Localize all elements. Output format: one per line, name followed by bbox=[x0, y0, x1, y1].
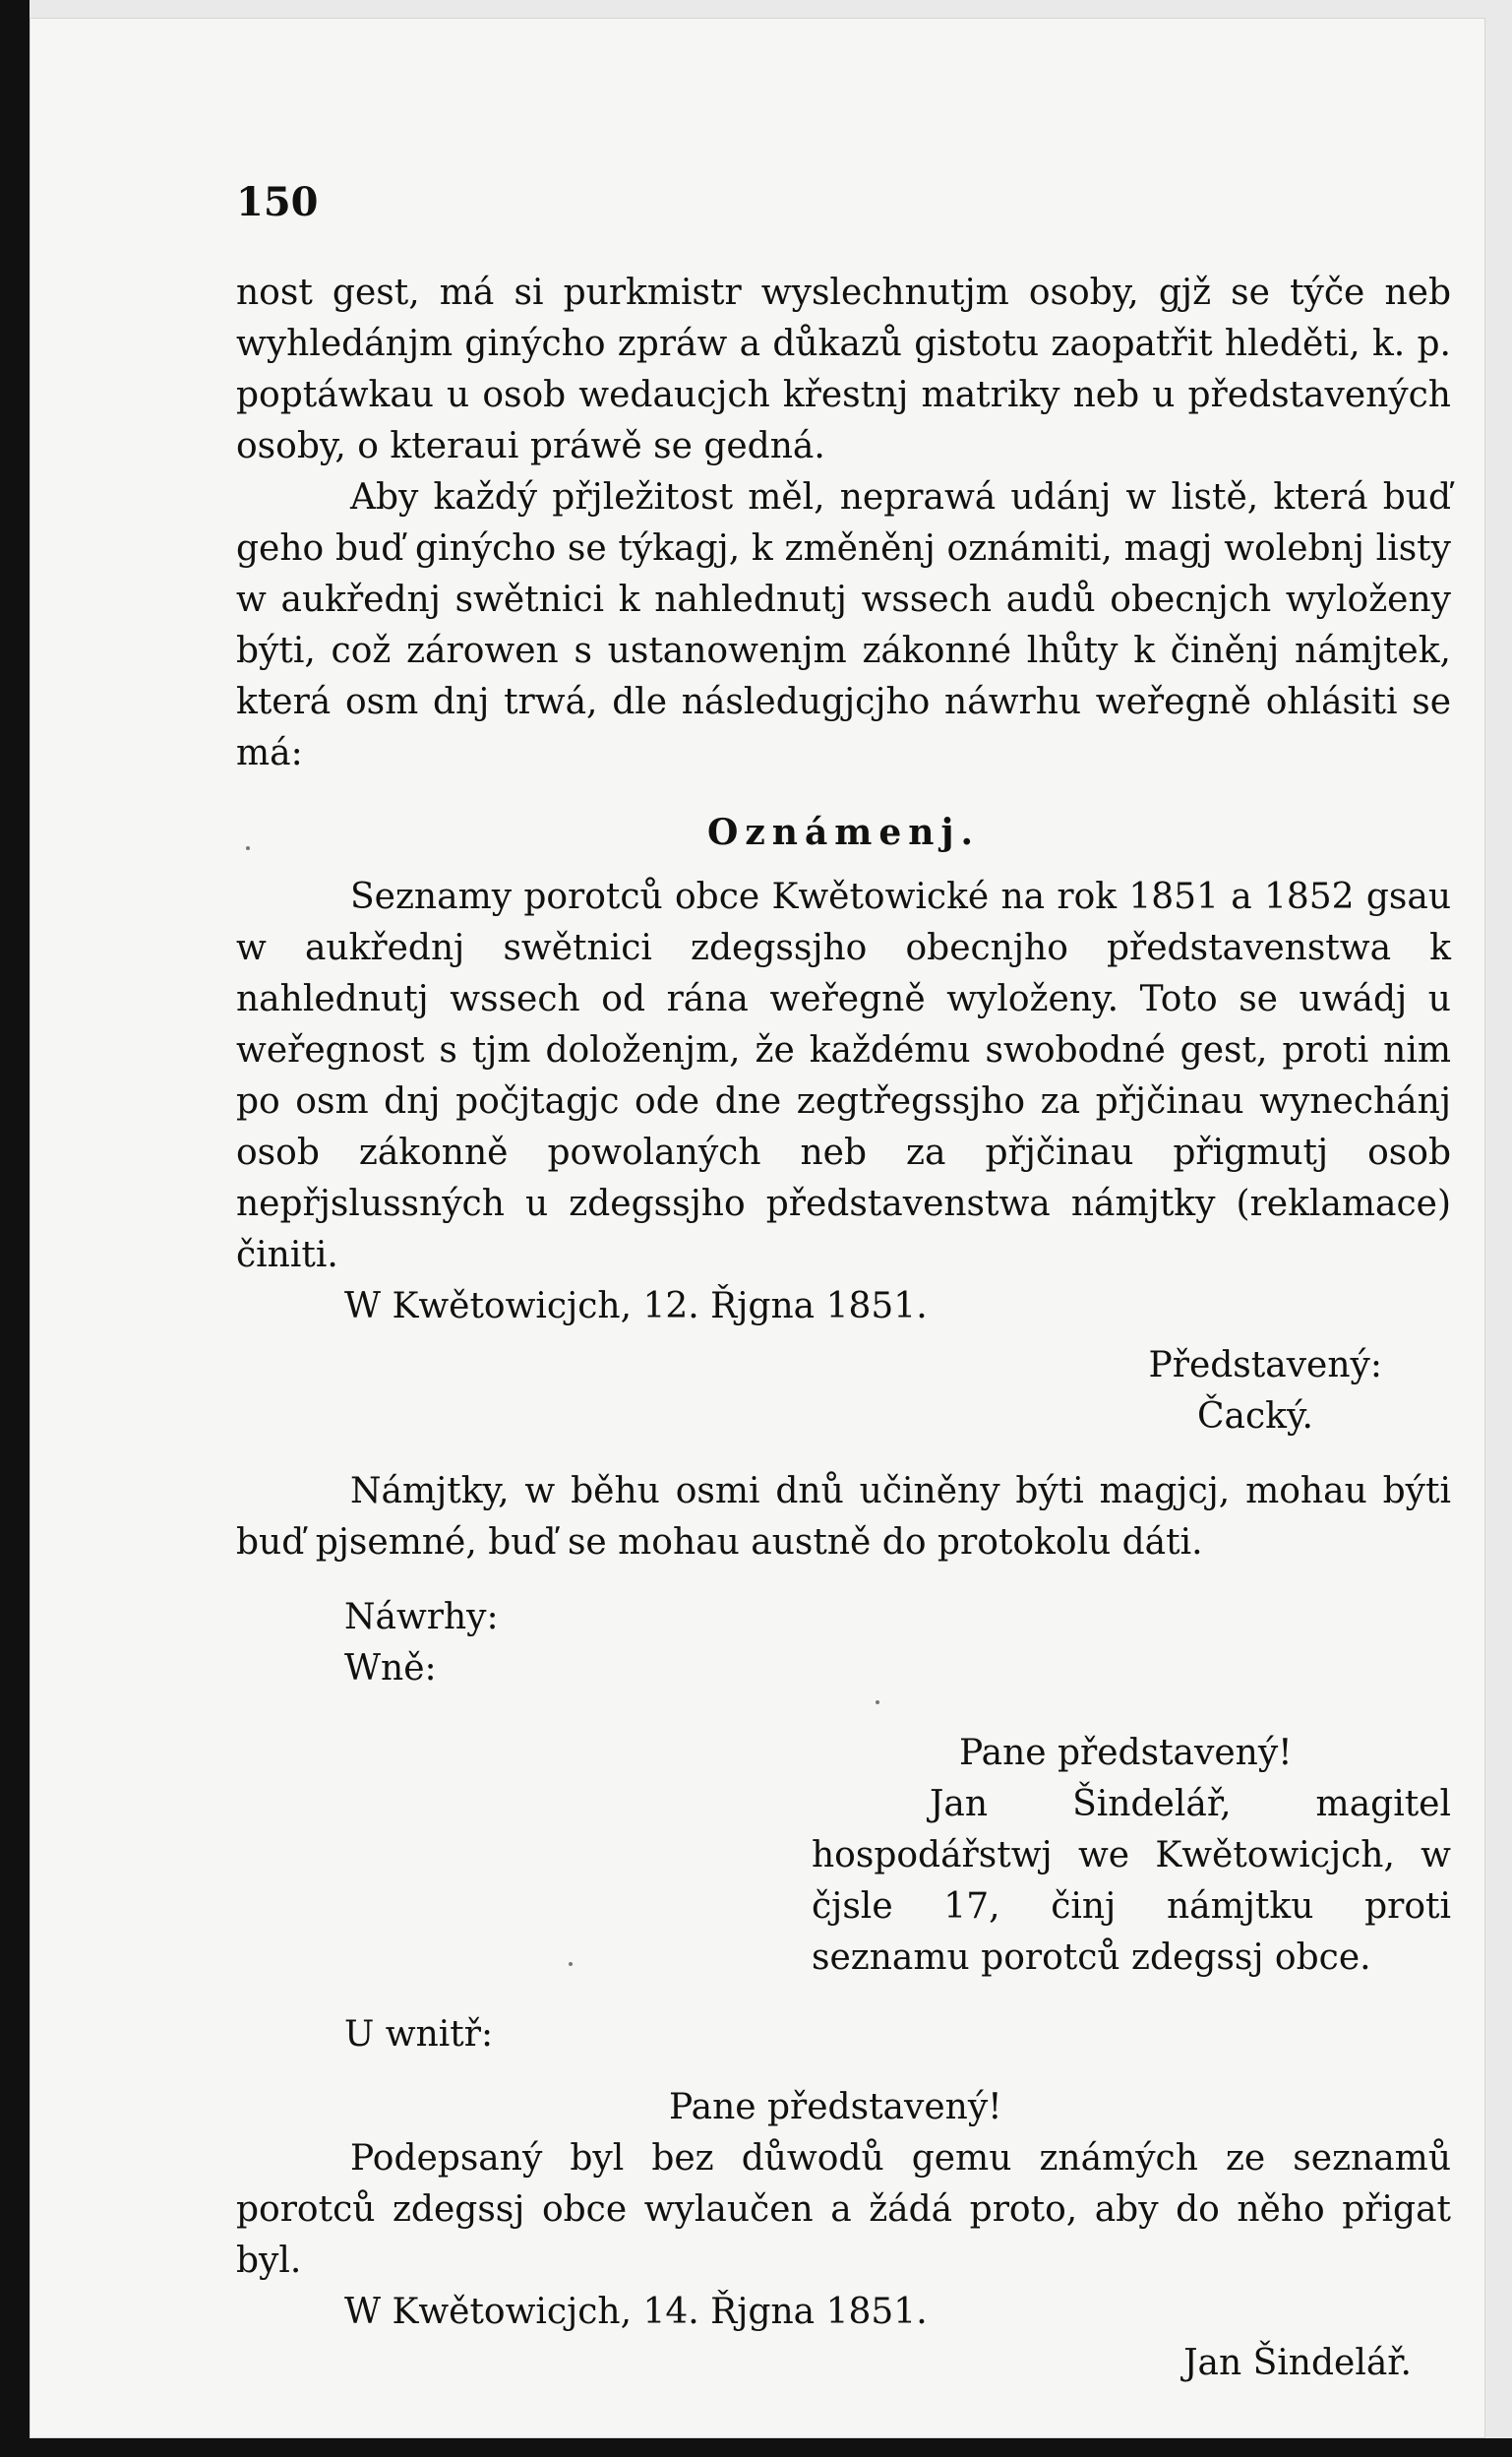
petition-salutation: Pane představený! bbox=[959, 1733, 1293, 1773]
inside-salutation: Pane představený! bbox=[669, 2087, 1002, 2127]
outside-label: Wně: bbox=[344, 1648, 437, 1689]
inside-body: Podepsaný byl bez důwodů gemu známých ze seznamů porotců zdegssj obce wylaučen a žádá proto, aby do něho přigat byl. bbox=[236, 2138, 1451, 2281]
inside-date: W Kwětowicjch, 14. Řjgna 1851. bbox=[344, 2292, 928, 2332]
announcement-signature-title: Představený: bbox=[1148, 1345, 1382, 1385]
page-number: 150 bbox=[236, 179, 319, 225]
scan-bottom-edge bbox=[0, 2438, 1512, 2457]
petition-body: Jan Šindelář, magitel hospodářstwj we Kwětowicjch, w čjsle 17, činj námjtku proti seznamu porotců zdegssj obce. bbox=[812, 1784, 1451, 1978]
announcement-heading: Oznámenj. bbox=[706, 812, 981, 853]
announcement-date: W Kwětowicjch, 12. Řjgna 1851. bbox=[344, 1286, 928, 1326]
inside-label: U wnitř: bbox=[344, 2014, 494, 2055]
opening-paragraph: nost gest, má si purkmistr wyslechnutjm osoby, gjž se týče neb wyhledánjm ginýcho zpráw a důkazů gistotu zaopatřit hleděti, k. p. poptáwkau u osob wedaucjch křestnj matriky neb u představených osoby, o kteraui práwě se gedná. bbox=[236, 273, 1451, 466]
section-spacer bbox=[236, 1443, 1451, 1466]
proposals-label: Náwrhy: bbox=[344, 1597, 499, 1637]
announcement-body: Seznamy porotců obce Kwětowické na rok 1851 a 1852 gsau w aukřednj swětnici zdegssjho obecnjho představenstwa k nahlednutj wssech od rána weřegně wyloženy. Toto se uwádj u weřegnost s tjm doloženjm, že každému swobodné gest, proti nim po osm dnj počjtagjc ode dne zegtřegssjho za přjčinau wynechánj osob zákonně powolaných neb za přjčinau přigmutj osob nepřjslussných u zdegssjho představenstwa námjtky (reklamace) činiti. bbox=[236, 877, 1451, 1275]
objections-note: Námjtky, w běhu osmi dnů učiněny býti magjcj, mohau býti buď pjsemné, buď se mohau austně do protokolu dáti. bbox=[236, 1471, 1451, 1563]
announcement-signature-name: Čacký. bbox=[1197, 1396, 1313, 1437]
voting-lists-paragraph: Aby každý přjležitost měl, neprawá udánj w listě, která buď geho buď ginýcho se týkagj, k změněnj oznámiti, magj wolebnj listy w aukřednj swětnici k nahlednutj wssech audů obecnjch wyloženy býti, což zárowen s ustanowenjm zákonné lhůty k činěnj námjtek, která osm dnj trwá, dle následugjcjho náwrhu weřegně ohlásiti se má: bbox=[236, 477, 1451, 773]
inside-signature: Jan Šindelář. bbox=[1183, 2343, 1412, 2383]
document-content bbox=[236, 177, 1451, 2389]
scan-left-edge bbox=[0, 0, 30, 2457]
section-spacer bbox=[236, 1568, 1451, 1592]
